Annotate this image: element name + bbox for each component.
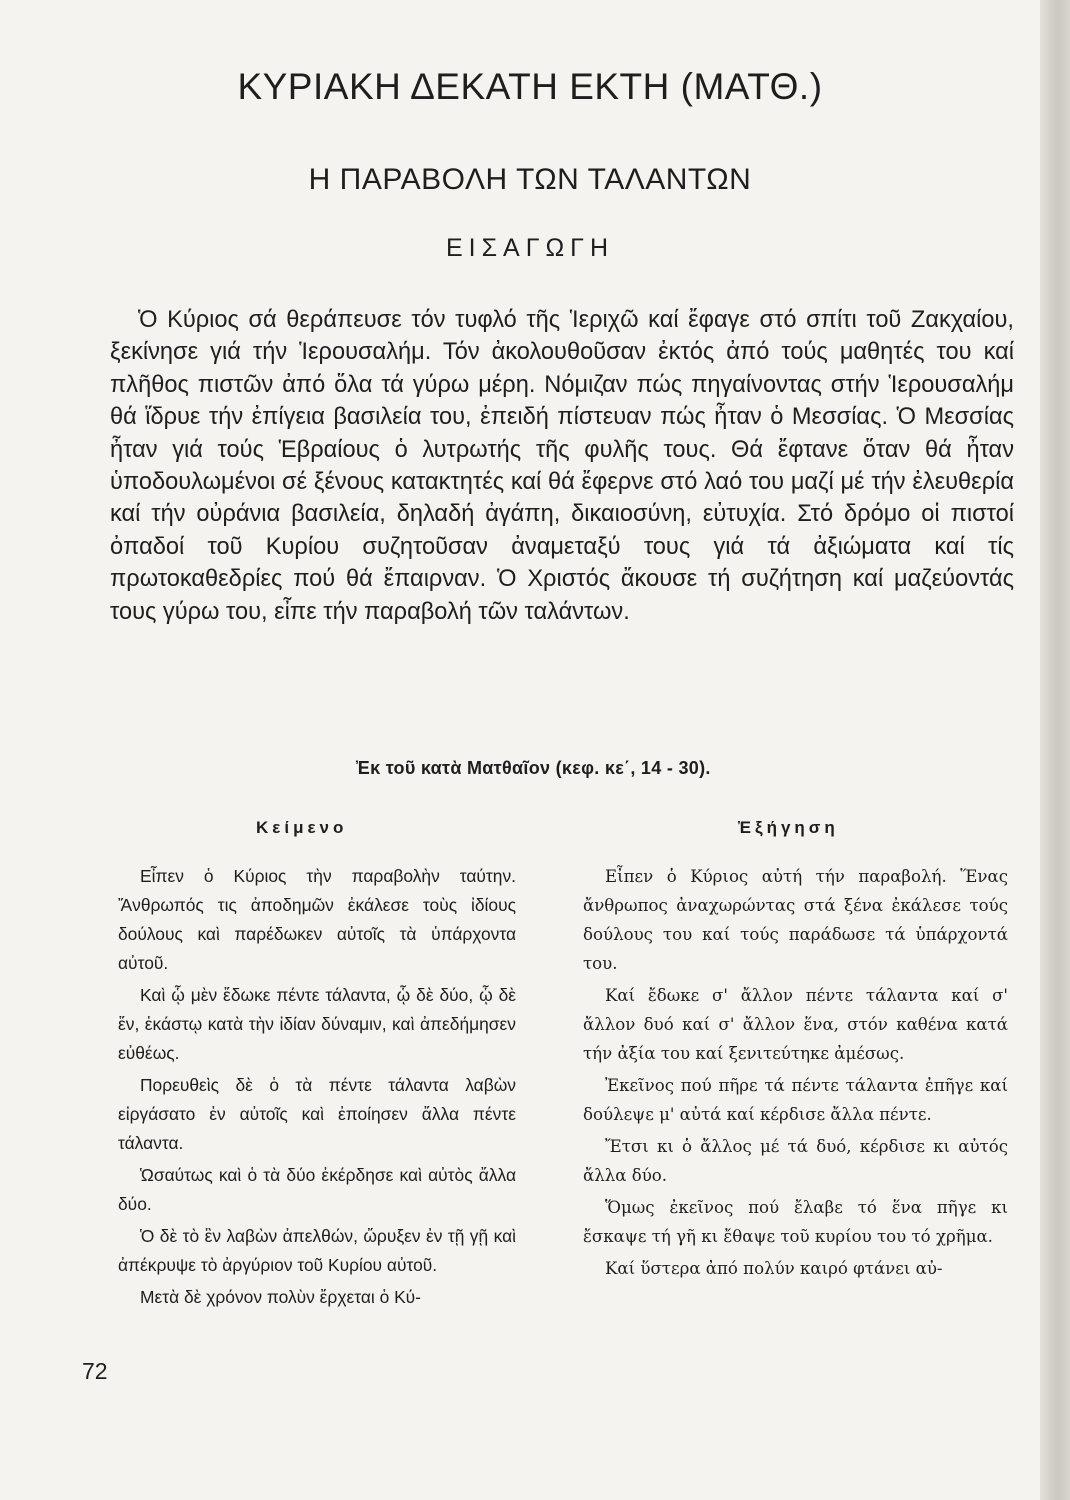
parable-title: Η ΠΑΡΑΒΟΛΗ ΤΩΝ ΤΑΛΑΝΤΩΝ [308, 163, 752, 196]
introduction-paragraph: Ὁ Κύριος σά θεράπευσε τόν τυφλό τῆς Ἱεριχῶ καί ἔφαγε στό σπίτι τοῦ Ζακχαίου, ξεκίνησε γιά τήν Ἱερουσαλήμ. Τόν ἀκολουθοῦσαν ἐκτός ἀπό τούς μαθητές του καί πλῆθος πιστῶν ἀπό ὅλα τά γύρω μέρη. Νόμιζαν πώς πηγαίνοντας στήν Ἱερουσαλήμ θά ἵδρυε τήν ἐπίγεια βασιλεία του, ἐπειδή πίστευαν πώς ἦταν ὁ Μεσσίας. Ὁ Μεσσίας ἦταν γιά τούς Ἑβραίους ὁ λυτρωτής τῆς φυλῆς τους. Θά ἔφτανε ὅταν θά ἦταν ὑποδουλωμένοι σέ ξένους κατακτητές καί θά ἔφερνε στό λαό του μαζί μέ τήν ἐλευθερία καί τήν οὐράνια βασιλεία, δηλαδή ἀγάπη, δικαιοσύνη, εὐτυχία. Στό δρόμο οἱ πιστοί ὀπαδοί τοῦ Κυρίου συζητοῦσαν ἀναμεταξύ τους γιά τά ἀξιώματα καί τίς πρωτοκαθεδρίες πού θά ἔπαιρναν. Ὁ Χριστός ἄκουσε τή συζήτηση καί μαζεύοντάς τους γύρω του, εἶπε τήν παραβολή τῶν ταλάντων. [110, 307, 1014, 625]
gospel-source-reference: Ἐκ τοῦ κατὰ Ματθαῖον (κεφ. κε΄, 14 - 30). [356, 758, 711, 778]
explanation-verse: Ὅμως ἐκεῖνος πού ἔλαβε τό ἕνα πῆγε κι ἔσκαψε τή γῆ κι ἔθαψε τοῦ κυρίου του τό χρῆμα. [583, 1198, 1008, 1246]
explanation-verse: Ἐκεῖνος πού πῆρε τά πέντε τάλαντα ἐπῆγε καί δούλεψε μ' αὐτά καί κέρδισε ἄλλα πέντε. [583, 1076, 1008, 1124]
original-verse: Ὁ δὲ τὸ ἓν λαβὼν ἀπελθών, ὤρυξεν ἐν τῇ γῇ καὶ ἀπέκρυψε τὸ ἀργύριον τοῦ Κυρίου αὐτοῦ. [118, 1226, 516, 1275]
sunday-title: ΚΥΡΙΑΚΗ ΔΕΚΑΤΗ ΕΚΤΗ (ΜΑΤΘ.) [237, 66, 823, 107]
explanation-verse: Ἔτσι κι ὁ ἄλλος μέ τά δυό, κέρδισε κι αὐτός ἄλλα δύο. [583, 1137, 1008, 1185]
page-edge [1040, 0, 1070, 1500]
original-verse: Ὡσαύτως καὶ ὁ τὰ δύο ἐκέρδησε καὶ αὐτὸς ἄλλα δύο. [118, 1165, 516, 1214]
original-text-heading: Κείμενο [256, 818, 348, 837]
page-number: 72 [82, 1358, 108, 1384]
original-verse: Πορευθεὶς δὲ ὁ τὰ πέντε τάλαντα λαβὼν εἰργάσατο ἐν αὐτοῖς καὶ ἐποίησεν ἄλλα πέντε τάλαντα. [118, 1075, 516, 1153]
explanation-heading: Ἐξήγηση [738, 818, 839, 837]
original-verse: Καὶ ᾧ μὲν ἔδωκε πέντε τάλαντα, ᾧ δὲ δύο, ᾧ δὲ ἕν, ἑκάστῳ κατὰ τὴν ἰδίαν δύναμιν, καὶ ἀπεδήμησεν εὐθέως. [118, 985, 516, 1063]
original-verse: Εἶπεν ὁ Κύριος τὴν παραβολὴν ταύτην. Ἄνθρωπός τις ἀποδημῶν ἐκάλεσε τοὺς ἰδίους δούλους καὶ παρέδωκεν αὐτοῖς τὰ ὑπάρχοντα αὐτοῦ. [118, 866, 516, 973]
explanation-verse: Καί ὕστερα ἀπό πολύν καιρό φτάνει αὐ- [605, 1259, 943, 1278]
explanation-column [583, 862, 1008, 1286]
explanation-verse: Εἶπεν ὁ Κύριος αὐτή τήν παραβολή. Ἕνας ἄνθρωπος ἀναχωρώντας στά ξένα ἐκάλεσε τούς δούλους του καί τούς παράδωσε τά ὑπάρχοντά του. [583, 867, 1008, 973]
original-text-column [118, 862, 516, 1315]
original-verse: Μετὰ δὲ χρόνον πολὺν ἔρχεται ὁ Κύ- [140, 1287, 421, 1307]
section-title: ΕΙΣΑΓΩΓΗ [445, 234, 615, 262]
explanation-verse: Καί ἔδωκε σ' ἄλλον πέντε τάλαντα καί σ' ἄλλον δυό καί σ' ἄλλον ἕνα, στόν καθένα κατά τήν ἀξία του καί ξενιτεύτηκε ἀμέσως. [583, 986, 1008, 1063]
